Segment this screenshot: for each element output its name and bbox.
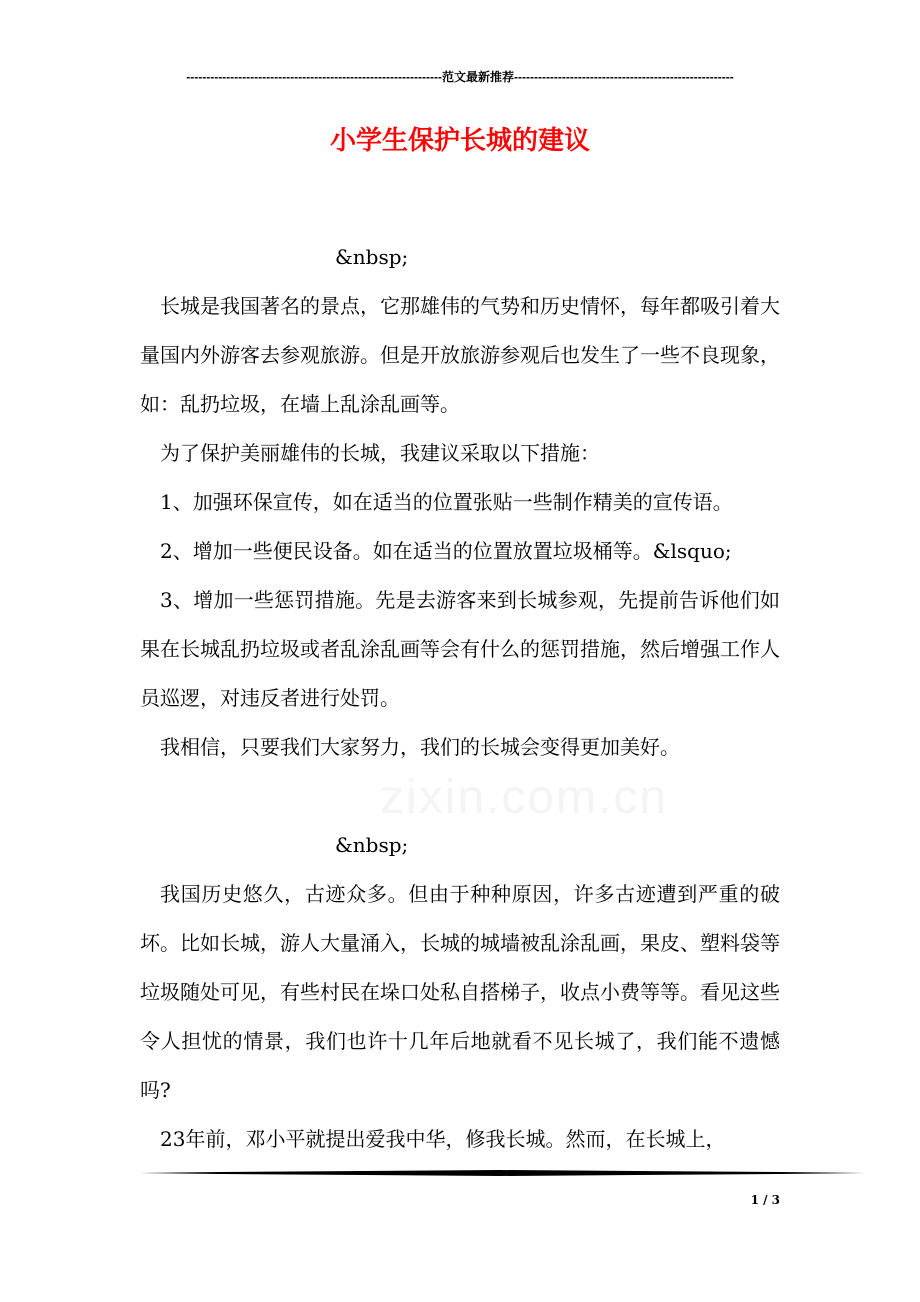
list-item: 2、增加一些便民设备。如在适当的位置放置垃圾桶等。&lsquo; (160, 539, 732, 563)
paragraph: 我国历史悠久，古迹众多。但由于种种原因，许多古迹遭到严重的破坏。比如长城，游人大量涌入，长城的城墙被乱涂乱画，果皮、塑料袋等垃圾随处可见，有些村民在垛口处私自搭梯子，收点小费等等。看见这些令人担忧的情景，我们也许十几年后地就看不见长城了，我们能不遗憾吗? (140, 882, 780, 1102)
header-banner: ----------------------------------------------------------------范文最新推荐------------------------------------------------------- (186, 70, 734, 84)
paragraph: 长城是我国著名的景点，它那雄伟的气势和历史情怀，每年都吸引着大量国内外游客去参观旅游。但是开放旅游参观后也发生了一些不良现象，如：乱扔垃圾，在墙上乱涂乱画等。 (140, 294, 780, 416)
watermark: zixin.com.cn (380, 771, 669, 824)
paragraph-nbsp: &nbsp; (335, 245, 409, 269)
document-title: 小学生保护长城的建议 (329, 126, 590, 156)
paragraph: 我相信，只要我们大家努力，我们的长城会变得更加美好。 (160, 735, 680, 759)
footer-rule (140, 1168, 865, 1178)
page-number: 1 / 3 (750, 1193, 780, 1207)
list-item: 3、增加一些惩罚措施。先是去游客来到长城参观，先提前告诉他们如果在长城乱扔垃圾或者乱涂乱画等会有什么的惩罚措施，然后增强工作人员巡逻，对违反者进行处罚。 (140, 588, 780, 710)
spacer (140, 772, 780, 821)
paragraph: 23年前，邓小平就提出爱我中华，修我长城。然而，在长城上， (160, 1127, 726, 1151)
list-item: 1、加强环保宣传，如在适当的位置张贴一些制作精美的宣传语。 (160, 490, 733, 514)
paragraph: 为了保护美丽雄伟的长城，我建议采取以下措施： (160, 441, 600, 465)
paragraph-nbsp: &nbsp; (335, 833, 409, 857)
document-body (140, 233, 780, 1164)
